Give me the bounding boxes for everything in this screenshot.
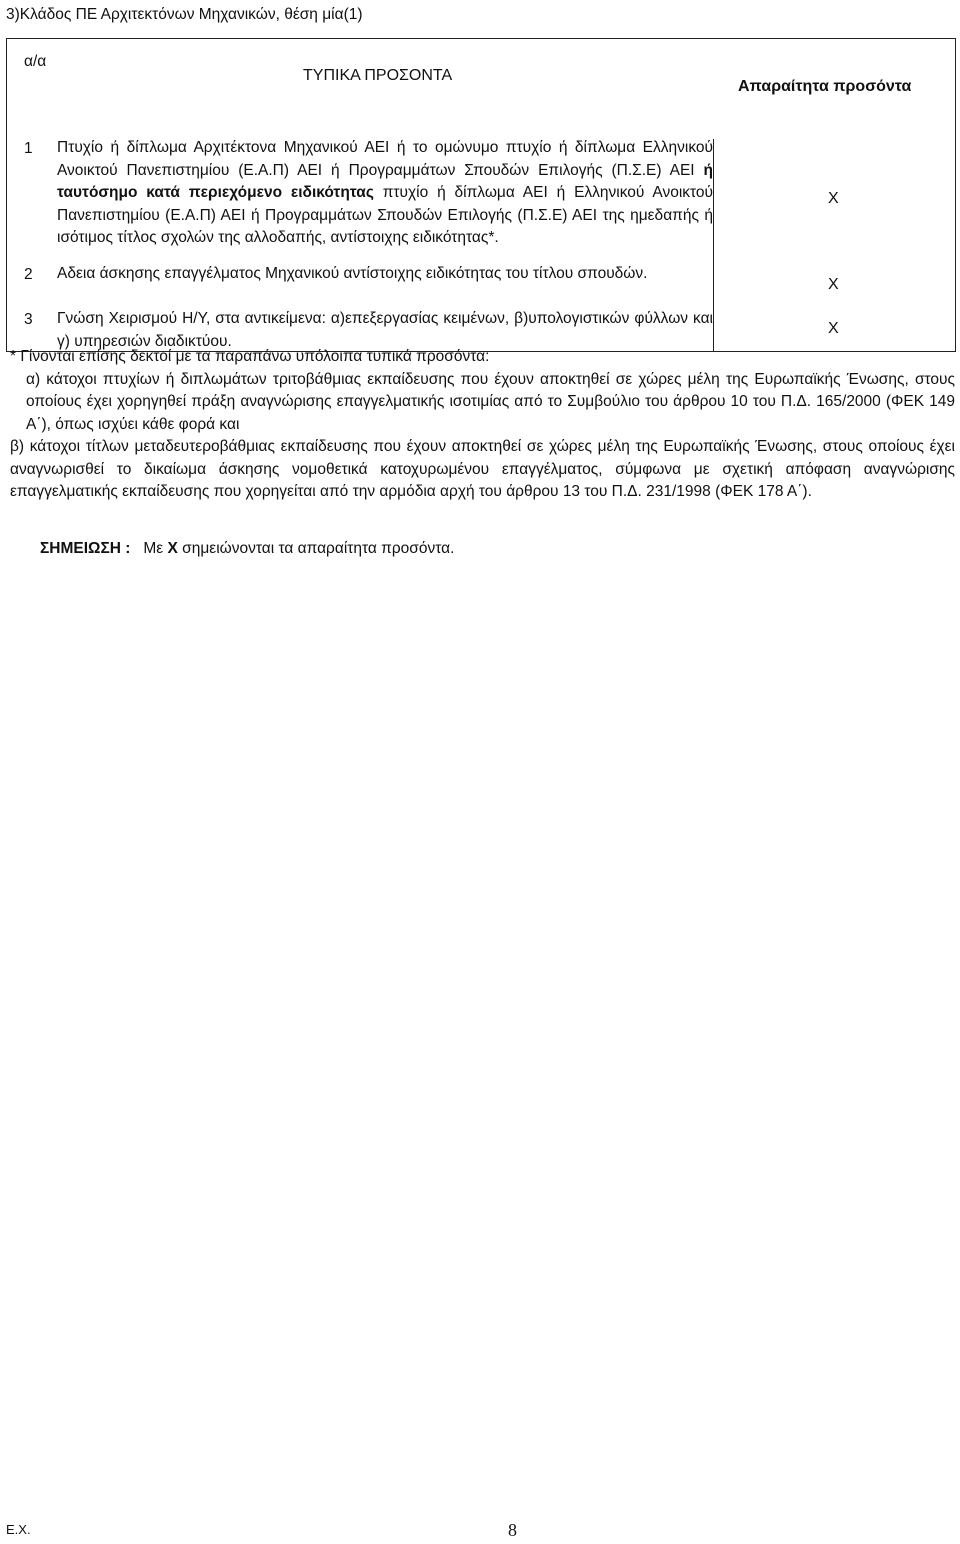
page-number: 8 — [508, 1520, 517, 1540]
section-heading: 3)Κλάδος ΠΕ Αρχιτεκτόνων Μηχανικών, θέση μία(1) — [6, 6, 363, 23]
header-typical-qualifications: ΤΥΠΙΚΑ ΠΡΟΣΟΝΤΑ — [303, 67, 453, 84]
footnote-item-a: α) κάτοχοι πτυχίων ή διπλωμάτων τριτοβάθμιας εκπαίδευσης που έχουν αποκτηθεί σε χώρες μέλη της Ευρωπαϊκής Ένωσης, στους οποίους έχει χορηγηθεί πράξη αναγνώρισης επαγγελματικής ισοτιμίας από το Συμβούλιο του άρθρου 10 του Π.Δ. 165/2000 (ΦΕΚ 149 Α΄), όπως ισχύει κάθε φορά και — [26, 370, 955, 433]
footnotes — [10, 346, 955, 504]
row-text: Γνώση Χειρισμού Η/Υ, στα αντικείμενα: α)επεξεργασίας κειμένων, β)υπολογιστικών φύλλων και γ) υπηρεσιών διαδικτύου. — [57, 310, 713, 350]
required-mark: X — [828, 276, 839, 293]
row-text: Πτυχίο ή δίπλωμα Αρχιτέκτονα Μηχανικού ΑΕΙ ή το ομώνυμο πτυχίο ή δίπλωμα Ελληνικού Ανοικτού Πανεπιστημίου (Ε.Α.Π) ΑΕΙ ή Προγραμμάτων Σπουδών Επιλογής (Π.Σ.Ε) ΑΕΙ ή ταυτόσημο κατά περιεχόμενο ειδικότητας πτυχίο ή δίπλωμα ΑΕΙ ή Ελληνικού Ανοικτού Πανεπιστημίου (Ε.Α.Π) ΑΕΙ ή Προγραμμάτων Σπουδών Επιλογής (Π.Σ.Ε) ΑΕΙ της ημεδαπής ή ισότιμος τίτλος σχολών της αλλοδαπής, αντίστοιχης ειδικότητας*. — [57, 139, 714, 246]
row-text: Αδεια άσκησης επαγγέλματος Μηχανικού αντίστοιχης ειδικότητας του τίτλου σπουδών. — [57, 265, 648, 282]
row-number: 2 — [24, 266, 33, 283]
row-number: 3 — [24, 311, 33, 328]
required-mark: X — [828, 190, 839, 207]
header-required-qualifications: Απαραίτητα προσόντα — [738, 78, 912, 95]
row-number: 1 — [24, 140, 33, 157]
column-divider — [713, 139, 714, 351]
footnote-item-b: β) κάτοχοι τίτλων μεταδευτεροβάθμιας εκπαίδευσης που έχουν αποκτηθεί σε χώρες μέλη της Ευρωπαϊκής Ένωσης, στους οποίους έχει αναγνωρισθεί το δικαίωμα άσκησης νομοθετικά κατοχυρωμένου επαγγέλματος, σύμφωνα με σχετική απόφαση αναγνώρισης επαγγελματικής εκπαίδευσης που χορηγείται από την αρμόδια αρχή του άρθρου 13 του Π.Δ. 231/1998 (ΦΕΚ 178 Α΄). — [10, 438, 955, 500]
footnote-intro: * Γίνονται επίσης δεκτοί με τα παραπάνω υπόλοιπα τυπικά προσόντα: — [10, 348, 490, 365]
remark: ΣΗΜΕΙΩΣΗ : Με Χ σημειώνονται τα απαραίτητα προσόντα. — [40, 540, 455, 557]
header-aa: α/α — [24, 53, 47, 70]
required-mark: X — [828, 320, 839, 337]
remark-label: ΣΗΜΕΙΩΣΗ : — [40, 540, 131, 557]
footer-initials: Ε.Χ. — [6, 1522, 31, 1537]
